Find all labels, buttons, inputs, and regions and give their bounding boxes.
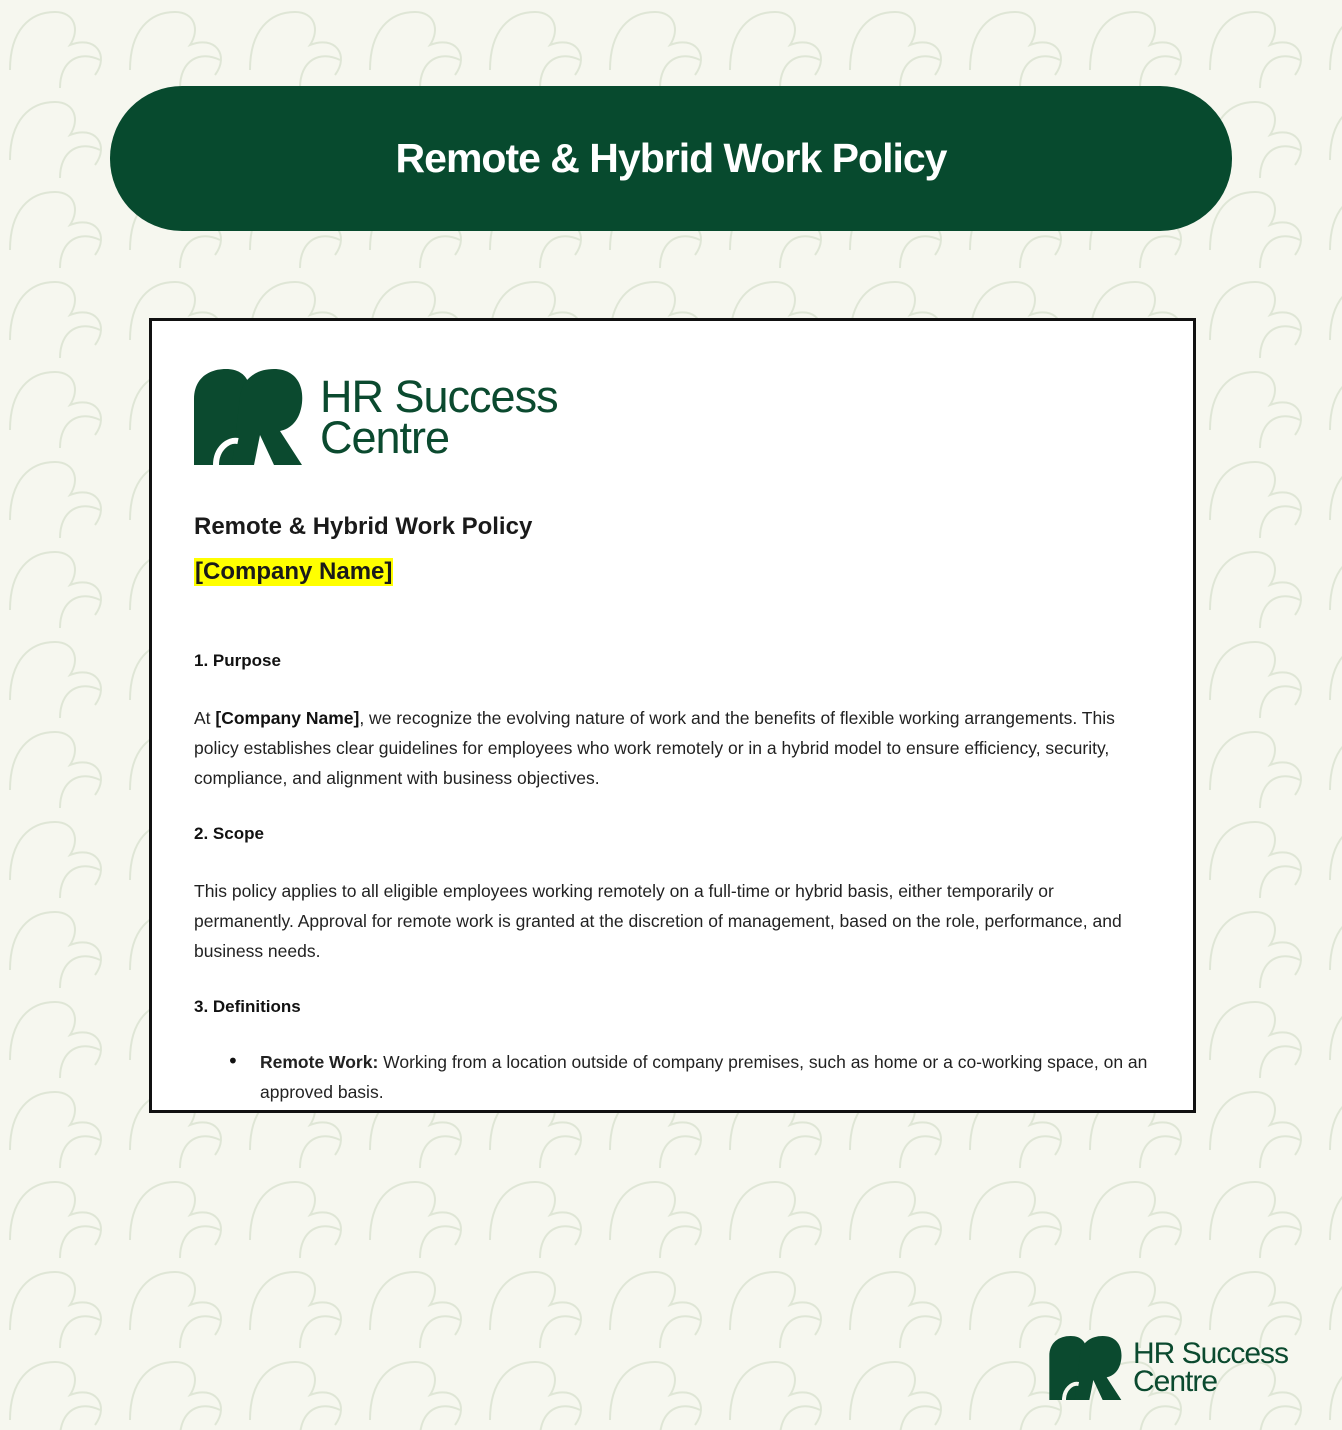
footer-logo-mark-icon (1049, 1336, 1123, 1400)
banner-title: Remote & Hybrid Work Policy (395, 135, 947, 181)
section-heading-definitions: 3. Definitions (194, 997, 301, 1016)
definition-item: Remote Work: Working from a location outside of company premises, such as home or a co-working space, on an approved basis. (260, 1052, 1148, 1102)
logo-wordmark: HR Success Centre (320, 371, 558, 463)
bullet-marker: • (227, 1049, 239, 1073)
section-heading-scope: 2. Scope (194, 824, 264, 843)
title-banner (110, 86, 1232, 231)
brand-logo (194, 369, 558, 465)
company-name-placeholder: [Company Name] (195, 558, 393, 585)
logo-mark-icon (194, 369, 304, 465)
document-preview (149, 318, 1196, 1113)
section-body-scope: This policy applies to all eligible employees working remotely on a full-time or hybrid basis, either temporarily or permanently. Approval for remote work is granted at the discretion of management, based on the role, performance, and business needs. (194, 881, 1122, 961)
footer-brand-logo (1049, 1336, 1288, 1400)
footer-logo-wordmark: HR Success Centre (1133, 1337, 1289, 1398)
section-heading-purpose: 1. Purpose (194, 651, 281, 670)
document-title: Remote & Hybrid Work Policy (194, 513, 533, 540)
section-body-purpose: At [Company Name], we recognize the evolving nature of work and the benefits of flexible working arrangements. This policy establishes clear guidelines for employees who work remotely or in a hybrid model to ensure efficiency, security, compliance, and alignment with business objectives. (194, 708, 1115, 788)
